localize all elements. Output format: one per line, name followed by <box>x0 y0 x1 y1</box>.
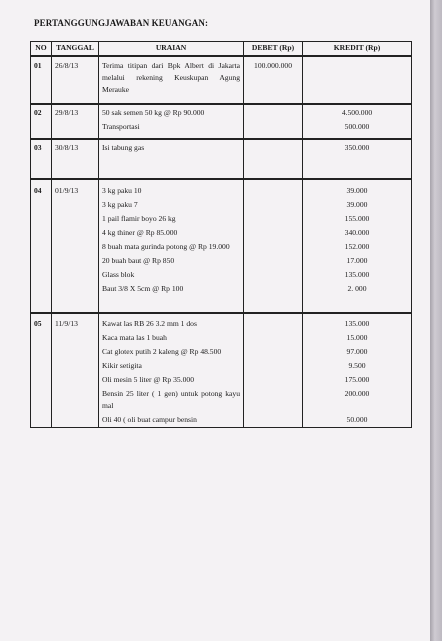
cell-date <box>52 226 99 240</box>
cell-description: Glass blok <box>99 268 244 282</box>
cell-debet <box>244 387 303 413</box>
cell-no <box>31 331 52 345</box>
cell-kredit: 9.500 <box>303 359 412 373</box>
cell-debet <box>244 345 303 359</box>
cell-no <box>31 413 52 428</box>
cell-date <box>52 240 99 254</box>
cell-kredit: 39.000 <box>303 198 412 212</box>
cell-kredit: 135.000 <box>303 268 412 282</box>
cell-description: Terima titipan dari Bpk Albert di Jakarta melalui rekening Keuskupan Agung Merauke <box>99 56 244 104</box>
cell-date: 11/9/13 <box>52 313 99 331</box>
cell-no: 05 <box>31 313 52 331</box>
table-row <box>31 254 412 268</box>
cell-description: Transportasi <box>99 120 244 139</box>
cell-description: 20 buah baut @ Rp 850 <box>99 254 244 268</box>
cell-description: Kaca mata las 1 buah <box>99 331 244 345</box>
table-row <box>31 198 412 212</box>
cell-no: 01 <box>31 56 52 104</box>
cell-date <box>52 198 99 212</box>
cell-date <box>52 212 99 226</box>
cell-kredit <box>303 56 412 104</box>
table-row <box>31 104 412 120</box>
cell-description: 8 buah mata gurinda potong @ Rp 19.000 <box>99 240 244 254</box>
cell-no <box>31 359 52 373</box>
cell-no <box>31 212 52 226</box>
table-row <box>31 120 412 139</box>
cell-debet <box>244 104 303 120</box>
cell-description: Kawat las RB 26 3.2 mm 1 dos <box>99 313 244 331</box>
table-row <box>31 56 412 104</box>
cell-no <box>31 120 52 139</box>
cell-description: Oli mesin 5 liter @ Rp 35.000 <box>99 373 244 387</box>
cell-debet <box>244 254 303 268</box>
cell-no: 04 <box>31 179 52 198</box>
table-row <box>31 179 412 198</box>
cell-no <box>31 373 52 387</box>
cell-date <box>52 120 99 139</box>
cell-debet <box>244 331 303 345</box>
cell-kredit: 350.000 <box>303 139 412 179</box>
table-row <box>31 139 412 179</box>
cell-no <box>31 282 52 313</box>
col-header-uraian: URAIAN <box>99 42 244 57</box>
col-header-kredit: KREDIT (Rp) <box>303 42 412 57</box>
cell-description: 3 kg paku 7 <box>99 198 244 212</box>
page-edge <box>430 0 442 641</box>
cell-kredit: 175.000 <box>303 373 412 387</box>
cell-no <box>31 254 52 268</box>
cell-date <box>52 359 99 373</box>
table-row <box>31 345 412 359</box>
cell-debet <box>244 139 303 179</box>
cell-no <box>31 226 52 240</box>
cell-debet <box>244 373 303 387</box>
cell-debet: 100.000.000 <box>244 56 303 104</box>
cell-kredit: 50.000 <box>303 413 412 428</box>
cell-kredit: 200.000 <box>303 387 412 413</box>
cell-description: 50 sak semen 50 kg @ Rp 90.000 <box>99 104 244 120</box>
cell-description: 1 pail flamir boyo 26 kg <box>99 212 244 226</box>
cell-debet <box>244 179 303 198</box>
table-row <box>31 268 412 282</box>
cell-description: Bensin 25 liter ( 1 gen) untuk potong kayu mal <box>99 387 244 413</box>
cell-kredit: 97.000 <box>303 345 412 359</box>
table-row <box>31 387 412 413</box>
cell-date <box>52 387 99 413</box>
cell-date: 29/8/13 <box>52 104 99 120</box>
cell-date <box>52 413 99 428</box>
table-row <box>31 373 412 387</box>
cell-kredit: 4.500.000 <box>303 104 412 120</box>
cell-description: Isi tabung gas <box>99 139 244 179</box>
cell-debet <box>244 359 303 373</box>
table-row <box>31 313 412 331</box>
table-row <box>31 282 412 313</box>
col-header-no: NO <box>31 42 52 57</box>
cell-debet <box>244 120 303 139</box>
cell-kredit: 340.000 <box>303 226 412 240</box>
cell-date <box>52 331 99 345</box>
table-header-row <box>31 42 412 57</box>
cell-debet <box>244 198 303 212</box>
cell-description: 3 kg paku 10 <box>99 179 244 198</box>
cell-kredit: 15.000 <box>303 331 412 345</box>
col-header-debet: DEBET (Rp) <box>244 42 303 57</box>
cell-no <box>31 240 52 254</box>
table-row <box>31 413 412 428</box>
table-row <box>31 331 412 345</box>
cell-debet <box>244 268 303 282</box>
table-row <box>31 240 412 254</box>
cell-description: Oli 40 ( oli buat campur bensin <box>99 413 244 428</box>
cell-kredit: 2. 000 <box>303 282 412 313</box>
cell-debet <box>244 413 303 428</box>
cell-kredit: 17.000 <box>303 254 412 268</box>
cell-debet <box>244 282 303 313</box>
cell-date: 01/9/13 <box>52 179 99 198</box>
document-title: PERTANGGUNGJAWABAN KEUANGAN: <box>34 18 209 28</box>
cell-date <box>52 268 99 282</box>
cell-kredit: 500.000 <box>303 120 412 139</box>
cell-debet <box>244 226 303 240</box>
cell-debet <box>244 313 303 331</box>
cell-debet <box>244 212 303 226</box>
cell-kredit: 155.000 <box>303 212 412 226</box>
cell-date <box>52 282 99 313</box>
table-row <box>31 359 412 373</box>
table-body <box>31 56 412 428</box>
cell-description: Baut 3/8 X 5cm @ Rp 100 <box>99 282 244 313</box>
cell-description: 4 kg thiner @ Rp 85.000 <box>99 226 244 240</box>
cell-debet <box>244 240 303 254</box>
cell-kredit: 39.000 <box>303 179 412 198</box>
cell-date <box>52 373 99 387</box>
cell-no: 03 <box>31 139 52 179</box>
cell-no: 02 <box>31 104 52 120</box>
cell-date: 26/8/13 <box>52 56 99 104</box>
table-row <box>31 212 412 226</box>
cell-no <box>31 345 52 359</box>
cell-date <box>52 345 99 359</box>
col-header-tanggal: TANGGAL <box>52 42 99 57</box>
cell-description: Kikir setigita <box>99 359 244 373</box>
finance-table <box>30 41 412 428</box>
cell-date <box>52 254 99 268</box>
cell-date: 30/8/13 <box>52 139 99 179</box>
cell-description: Cat glotex putih 2 kaleng @ Rp 48.500 <box>99 345 244 359</box>
cell-kredit: 135.000 <box>303 313 412 331</box>
cell-kredit: 152.000 <box>303 240 412 254</box>
cell-no <box>31 198 52 212</box>
cell-no <box>31 268 52 282</box>
table-row <box>31 226 412 240</box>
cell-no <box>31 387 52 413</box>
